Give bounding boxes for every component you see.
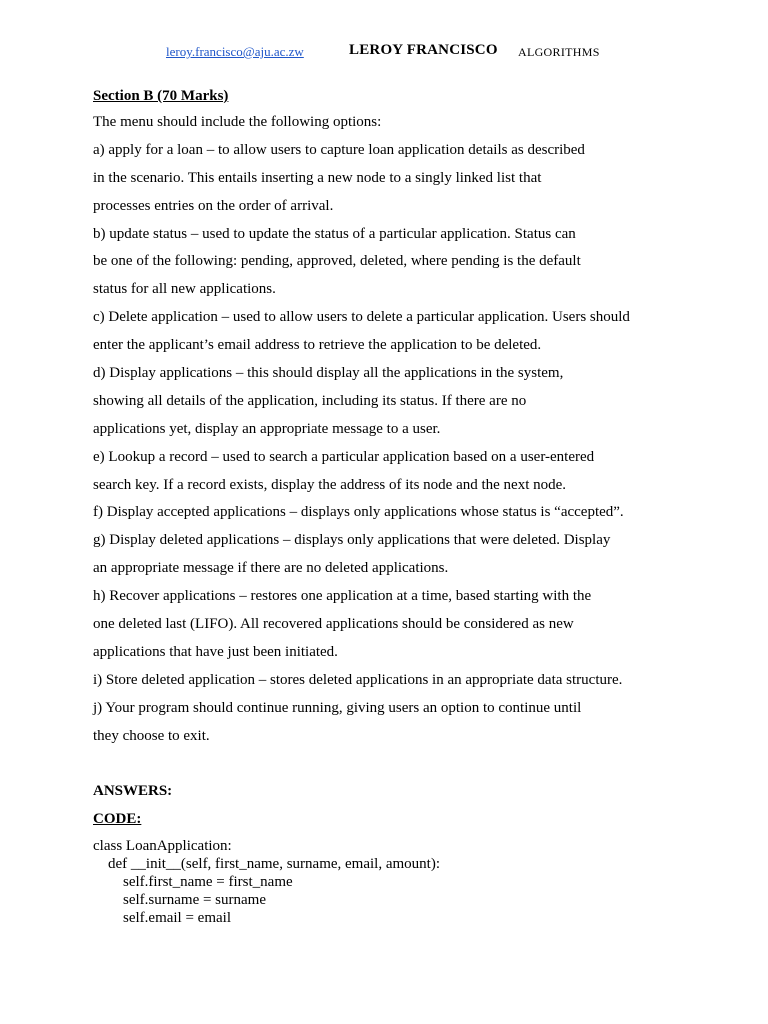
spacer [93, 750, 673, 777]
paragraph-line: f) Display accepted applications – displays only applications whose status is “accepted”. [93, 504, 624, 521]
document-body [93, 86, 673, 927]
paragraph-line: applications yet, display an appropriate message to a user. [93, 420, 441, 437]
header-subject: ALGORITHMS [518, 45, 600, 59]
paragraph-line: applications that have just been initiated. [93, 643, 338, 660]
code-heading: CODE: [93, 811, 142, 828]
paragraph-line: b) update status – used to update the status of a particular application. Status can [93, 225, 576, 242]
paragraph-line: j) Your program should continue running, giving users an option to continue until [93, 699, 582, 716]
code-line: self.email = email [93, 910, 232, 927]
code-block [93, 837, 673, 927]
code-line: def __init__(self, first_name, surname, email, amount): [93, 856, 440, 873]
paragraph-line: h) Recover applications – restores one application at a time, based starting with the [93, 588, 592, 605]
header-author-name: LEROY FRANCISCO [349, 42, 498, 58]
paragraph-line: enter the applicant’s email address to retrieve the application to be deleted. [93, 337, 542, 354]
paragraph-line: search key. If a record exists, display the address of its node and the next node. [93, 476, 567, 493]
answers-heading: ANSWERS: [93, 783, 173, 800]
paragraph-line: status for all new applications. [93, 281, 276, 298]
section-title: Section B (70 Marks) [93, 88, 229, 104]
paragraph-line: a) apply for a loan – to allow users to capture loan application details as described [93, 141, 585, 158]
paragraph-line: in the scenario. This entails inserting a new node to a singly linked list that [93, 169, 542, 186]
paragraph-line: an appropriate message if there are no deleted applications. [93, 560, 449, 577]
section-text [93, 109, 673, 750]
paragraph-line: The menu should include the following options: [93, 114, 382, 130]
paragraph-line: i) Store deleted application – stores deleted applications in an appropriate data structure. [93, 671, 623, 688]
header-email-link[interactable]: leroy.francisco@aju.ac.zw [166, 44, 304, 59]
paragraph-line: showing all details of the application, including its status. If there are no [93, 392, 527, 409]
paragraph-line: processes entries on the order of arrival. [93, 197, 334, 214]
page-header [0, 42, 768, 62]
paragraph-line: c) Delete application – used to allow users to delete a particular application. Users should [93, 309, 630, 326]
paragraph-line: e) Lookup a record – used to search a particular application based on a user-entered [93, 448, 595, 465]
paragraph-line: one deleted last (LIFO). All recovered applications should be considered as new [93, 616, 574, 633]
code-line: self.surname = surname [93, 892, 266, 909]
code-line: class LoanApplication: [93, 838, 232, 855]
code-line: self.first_name = first_name [93, 874, 293, 891]
paragraph-line: g) Display deleted applications – displays only applications that were deleted. Display [93, 532, 611, 549]
paragraph-line: they choose to exit. [93, 727, 210, 744]
paragraph-line: d) Display applications – this should display all the applications in the system, [93, 365, 564, 382]
paragraph-line: be one of the following: pending, approved, deleted, where pending is the default [93, 253, 581, 270]
